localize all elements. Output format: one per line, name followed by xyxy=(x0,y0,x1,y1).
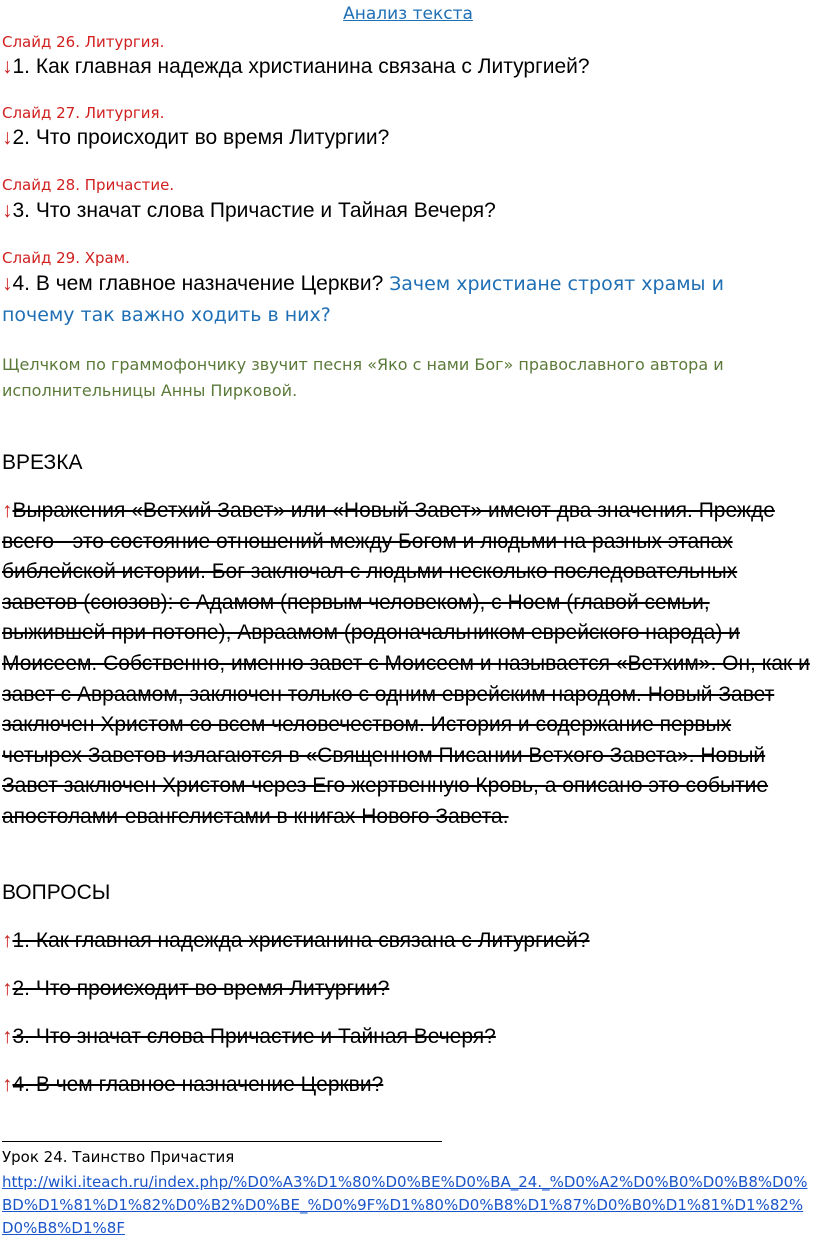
slide-label-26: Слайд 26. Литургия. xyxy=(2,33,165,51)
slide-label-29: Слайд 29. Храм. xyxy=(2,249,130,267)
vrezka-paragraph xyxy=(2,496,814,833)
slide-label-28: Слайд 28. Причастие. xyxy=(2,176,175,194)
question-item-4 xyxy=(2,1073,383,1097)
arrow-down-icon[interactable]: ↓ xyxy=(2,272,13,295)
arrow-up-icon[interactable]: ↑ xyxy=(2,977,13,1000)
slide-note-blue-continued: почему так важно ходить в них? xyxy=(2,304,331,326)
vrezka-text: Выражения «Ветхий Завет» или «Новый Завет» имеют два значения. Прежде всего - это состояние отношений между Богом и людьми на разных этапах библейской истории. Бог заключал с людьми несколько последовательных заветов (союзов): с Адамом (первым человеком), с Ноем (главой семьи, выжившей при потопе), Авраамом (родоначальником еврейского народа) и Моисеем. Собственно, именно завет с Моисеем и называется «Ветхим». Он, как и завет с Авраамом, заключен только с одним еврейским народом. Новый Завет заключен Христом со всем человечеством. История и содержание первых четырех Заветов излагаются в «Священном Писании Ветхого Завета». Новый Завет заключен Христом через Его жертвенную Кровь, а описано это событие апостолами-евангелистами в книгах Нового Завета. xyxy=(2,499,810,828)
slide-question-4 xyxy=(2,272,724,296)
arrow-up-icon[interactable]: ↑ xyxy=(2,929,13,952)
question-text: 1. Как главная надежда христианина связана с Литургией? xyxy=(12,929,590,952)
question-text: 3. Что значат слова Причастие и Тайная Вечеря? xyxy=(12,1025,496,1048)
slide-question-2 xyxy=(2,126,389,150)
vrezka-heading: ВРЕЗКА xyxy=(2,451,83,474)
question-item-3 xyxy=(2,1025,496,1049)
question-text: 2. Что происходит во время Литургии? xyxy=(12,977,390,1000)
slide-label-27: Слайд 27. Литургия. xyxy=(2,104,165,122)
arrow-down-icon[interactable]: ↓ xyxy=(2,55,13,78)
footnote-link[interactable]: http://wiki.iteach.ru/index.php/%D0%A3%D1%80%D0%BE%D0%BA_24._%D0%A2%D0%B0%D0%B8%D0%BD%D1%81%D1%82%D0%B2%D0%BE_%D0%9F%D1%80%D0%B8%D1%87%D0%B0%D1%81%D1%82%D0%B8%D1%8F xyxy=(2,1173,808,1237)
slide-note-blue: Зачем христиане строят храмы и xyxy=(389,273,724,295)
question-item-2 xyxy=(2,977,389,1001)
question-text: 1. Как главная надежда христианина связана с Литургией? xyxy=(12,55,590,78)
slide-question-3 xyxy=(2,199,496,223)
question-item-1 xyxy=(2,929,590,953)
question-text: 4. В чем главное назначение Церкви? xyxy=(12,272,384,295)
question-text: 4. В чем главное назначение Церкви? xyxy=(12,1073,384,1096)
question-text: 2. Что происходит во время Литургии? xyxy=(12,126,390,149)
slide-question-1 xyxy=(2,55,590,79)
arrow-up-icon[interactable]: ↑ xyxy=(2,499,13,522)
music-note: Щелчком по граммофончику звучит песня «Яко с нами Бог» православного автора и исполнительницы Анны Пирковой. xyxy=(2,355,724,400)
arrow-down-icon[interactable]: ↓ xyxy=(2,199,13,222)
question-text: 3. Что значат слова Причастие и Тайная Вечеря? xyxy=(12,199,496,222)
arrow-up-icon[interactable]: ↑ xyxy=(2,1073,13,1096)
questions-heading: ВОПРОСЫ xyxy=(2,881,111,904)
footnote-divider xyxy=(2,1141,442,1142)
arrow-down-icon[interactable]: ↓ xyxy=(2,126,13,149)
page-title: Анализ текста xyxy=(343,4,473,24)
footnote-text: Урок 24. Таинство Причастия xyxy=(2,1148,235,1166)
arrow-up-icon[interactable]: ↑ xyxy=(2,1025,13,1048)
